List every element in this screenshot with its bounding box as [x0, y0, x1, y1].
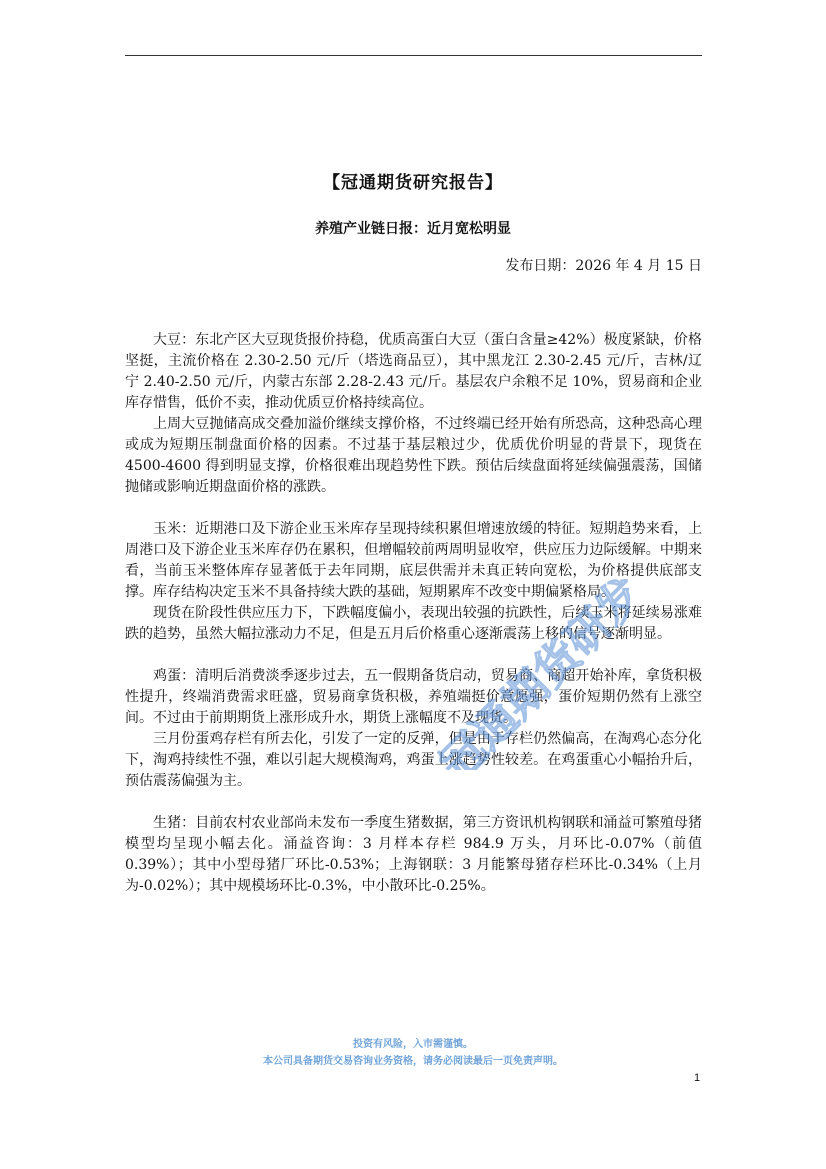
risk-warning: 投资有风险，入市需谨慎。: [353, 1039, 473, 1050]
disclaimer-notice: 本公司具备期货交易咨询业务资格，请务必阅读最后一页免责声明。: [263, 1056, 563, 1067]
paragraph-soybean: 大豆：东北产区大豆现货报价持稳，优质高蛋白大豆（蛋白含量≥42%）极度紧缺，价格坚挺，主流价格在 2.30-2.50 元/斤（塔选商品豆），其中黑龙江 2.30-2.45 元/斤，吉林/辽宁 2.40-2.50 元/斤，内蒙古东部 2.28-2.43 元/斤。基层农户余粮不足 10%，贸易商和企业库存惜售，低价不卖，推动优质豆价格持续高位。: [125, 332, 702, 411]
paragraph-eggs: 鸡蛋：清明后消费淡季逐步过去，五一假期备货启动，贸易商、商超开始补库，拿货积极性提升，终端消费需求旺盛，贸易商拿货积极，养殖端挺价意愿强，蛋价短期仍然有上涨空间。不过由于前期期货上涨形成升水，期货上涨幅度不及现货。: [125, 668, 702, 726]
report-subtitle: 养殖产业链日报：近月宽松明显: [315, 221, 511, 237]
paragraph-corn: 玉米：近期港口及下游企业玉米库存呈现持续积累但增速放缓的特征。短期趋势来看，上周港口及下游企业玉米库存仍在累积，但增幅较前两周明显收窄，供应压力边际缓解。中期来看，当前玉米整体库存显著低于去年同期，底层供需并未真正转向宽松，为价格提供底部支撑。库存结构决定玉米不具备持续大跌的基础，短期累库不改变中期偏紧格局。: [125, 521, 702, 600]
paragraph-soybean-outlook: 上周大豆抛储高成交叠加溢价继续支撑价格，不过终端已经开始有所恐高，这种恐高心理或成为短期压制盘面价格的因素。不过基于基层粮过少，优质优价明显的背景下，现货在 4500-4600 得到明显支撑，价格很难出现趋势性下跌。预估后续盘面将延续偏强震荡，国储抛储或影响近期盘面价格的涨跌。: [125, 416, 702, 495]
paragraph-hogs: 生猪：目前农村农业部尚未发布一季度生猪数据，第三方资讯机构钢联和涌益可繁殖母猪模型均呈现小幅去化。涌益咨询：3 月样本存栏 984.9 万头，月环比-0.07%（前值 0.39%）；其中小型母猪厂环比-0.53%；上海钢联：3 月能繁母猪存栏环比-0.34%（上月为-0.02%）；其中规模场环比-0.3%，中小散环比-0.25%。: [125, 815, 702, 894]
publish-date: 发布日期：2026 年 4 月 15 日: [505, 258, 702, 274]
watermark-text: 冠通期货研发: [430, 567, 630, 770]
paragraph-eggs-outlook: 三月份蛋鸡存栏有所去化，引发了一定的反弹，但是由于存栏仍然偏高，在淘鸡心态分化下，淘鸡持续性不强，难以引起大规模淘鸡，鸡蛋上涨趋势性较差。在鸡蛋重心小幅抬升后，预估震荡偏强为主。: [125, 731, 702, 789]
footer: [0, 1036, 826, 1070]
report-title: 【冠通期货研究报告】: [323, 173, 503, 193]
page-number: 1: [694, 1072, 701, 1084]
paragraph-corn-outlook: 现货在阶段性供应压力下，下跌幅度偏小，表现出较强的抗跌性，后续玉米将延续易涨难跌的趋势，虽然大幅拉涨动力不足，但是五月后价格重心逐渐震荡上移的信号逐渐明显。: [125, 605, 702, 642]
report-body: [125, 330, 702, 897]
header-rule: [125, 55, 702, 56]
